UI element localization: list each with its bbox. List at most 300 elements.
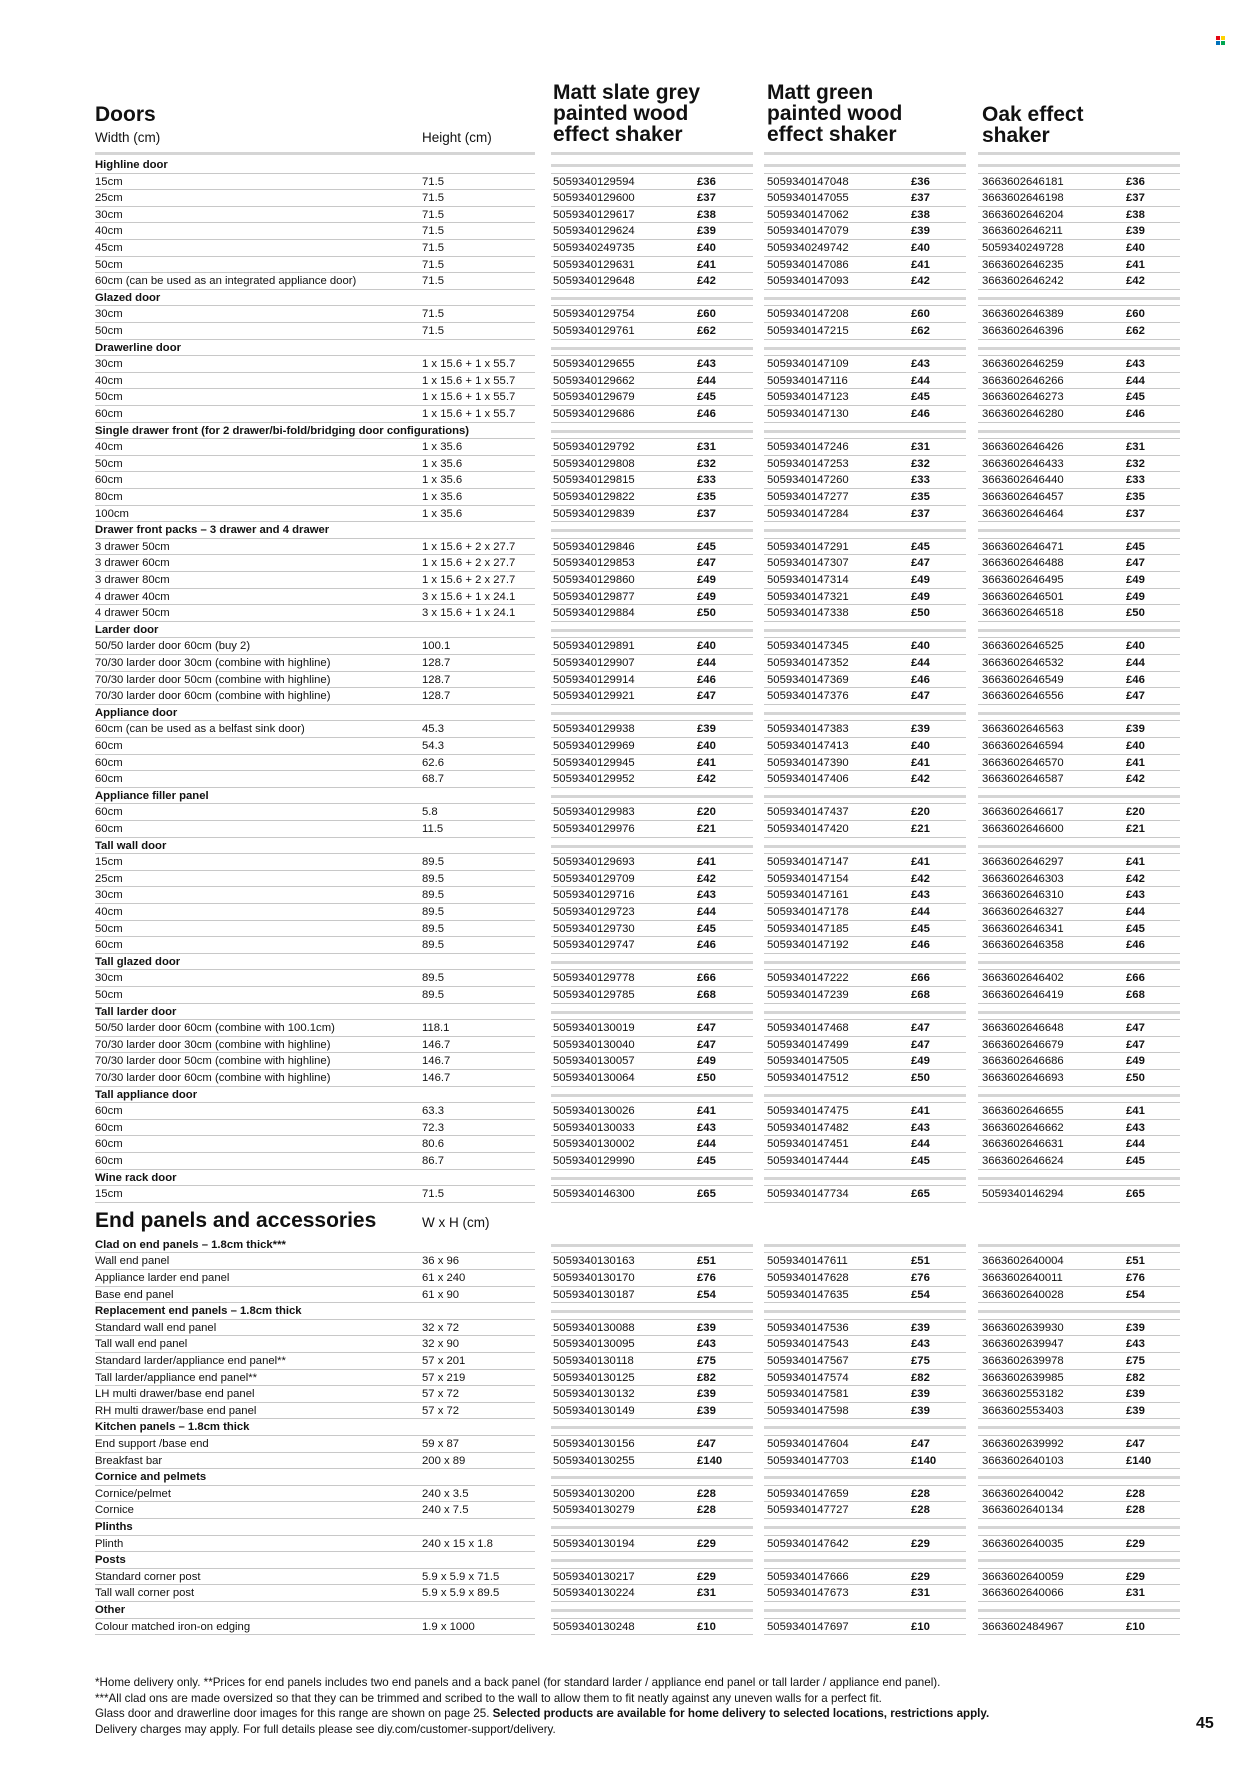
product-price: £39 [1126, 723, 1145, 736]
product-price: £68 [697, 989, 716, 1001]
table-row [0, 854, 1250, 871]
product-price: £75 [1126, 1355, 1145, 1367]
product-price: £45 [1126, 391, 1145, 404]
table-row [0, 174, 1250, 191]
product-name: 15cm [95, 856, 123, 869]
product-price: £49 [1126, 1055, 1145, 1068]
product-price: £31 [911, 441, 930, 454]
product-price: £47 [1126, 1022, 1145, 1035]
product-name: 4 drawer 50cm [95, 607, 170, 620]
product-name: 30cm [95, 889, 123, 902]
table-row [0, 655, 1250, 672]
category-spacer [764, 164, 966, 167]
table-row [0, 804, 1250, 821]
product-name: Tall larder/appliance end panel** [95, 1371, 258, 1384]
product-size: 1 x 15.6 + 2 x 27.7 [422, 557, 516, 570]
product-code: 3663602646419 [982, 989, 1064, 1001]
product-price: £44 [1126, 906, 1145, 918]
category-label: Glazed door [95, 291, 161, 304]
product-code: 5059340129853 [553, 557, 635, 570]
category-row [0, 423, 1250, 440]
product-price: £45 [911, 922, 930, 935]
product-size: 5.8 [422, 806, 438, 819]
product-size: 1 x 35.6 [422, 507, 463, 520]
product-code: 5059340129938 [553, 723, 635, 736]
product-code: 3663602646495 [982, 574, 1064, 586]
product-code: 5059340129679 [553, 391, 635, 404]
product-price: £39 [1126, 1388, 1145, 1401]
product-name: 70/30 larder door 60cm (combine with highline) [95, 1072, 331, 1084]
category-row [0, 1004, 1250, 1021]
product-name: 50cm [95, 325, 123, 337]
product-price: £33 [697, 474, 716, 487]
product-name: 70/30 larder door 30cm (combine with highline) [95, 1038, 331, 1051]
product-price: £47 [1126, 690, 1145, 703]
table-row [0, 1153, 1250, 1170]
table-row [0, 406, 1250, 423]
product-name: 30cm [95, 208, 123, 221]
product-size: 89.5 [422, 989, 444, 1001]
product-price: £35 [1126, 491, 1145, 503]
product-code: 5059340130279 [553, 1504, 635, 1517]
product-code: 5059340130149 [553, 1404, 635, 1417]
category-spacer [764, 529, 966, 532]
category-row [0, 340, 1250, 357]
product-price: £38 [1126, 208, 1145, 221]
category-spacer [764, 795, 966, 798]
product-code: 5059340147284 [767, 507, 849, 520]
product-code: 3663602553403 [982, 1404, 1064, 1417]
product-code: 5059340129594 [553, 175, 635, 188]
product-price: £45 [697, 1155, 716, 1167]
product-code: 5059340147345 [767, 640, 849, 653]
product-code: 5059340129624 [553, 225, 635, 238]
category-spacer [551, 347, 753, 350]
product-price: £40 [1126, 640, 1145, 653]
product-code: 5059340129846 [553, 540, 635, 553]
footnote-4: Delivery charges may apply. For full details please see diy.com/customer-support/delivery. [95, 1722, 556, 1736]
product-price: £35 [911, 491, 930, 503]
category-spacer [978, 961, 1180, 964]
product-code: 5059340147062 [767, 208, 849, 221]
product-code: 5059340130095 [553, 1338, 635, 1351]
product-price: £39 [1126, 1404, 1145, 1417]
product-code: 5059340146300 [553, 1188, 635, 1201]
table-row [0, 207, 1250, 224]
table-row [0, 887, 1250, 904]
product-price: £40 [911, 242, 930, 254]
product-price: £28 [697, 1487, 716, 1500]
product-code: 3663602646310 [982, 889, 1064, 902]
product-code: 5059340147505 [767, 1055, 849, 1068]
product-price: £40 [697, 640, 716, 653]
product-code: 3663602646662 [982, 1121, 1064, 1134]
product-code: 3663602646693 [982, 1072, 1064, 1084]
product-price: £46 [1126, 939, 1145, 952]
product-name: 40cm [95, 225, 123, 238]
product-name: 70/30 larder door 60cm (combine with highline) [95, 690, 331, 703]
category-spacer [764, 1526, 966, 1529]
product-code: 5059340147277 [767, 491, 849, 503]
product-code: 5059340147109 [767, 358, 849, 371]
product-code: 3663602640042 [982, 1487, 1064, 1500]
product-code: 5059340129914 [553, 673, 635, 686]
category-spacer [551, 795, 753, 798]
product-code: 5059340147475 [767, 1105, 849, 1118]
product-price: £43 [697, 889, 716, 902]
table-row [0, 1070, 1250, 1087]
product-name: 60cm [95, 1138, 123, 1151]
product-price: £51 [1126, 1255, 1145, 1268]
product-code: 3663602646518 [982, 607, 1064, 620]
product-price: £66 [697, 972, 716, 985]
product-price: £54 [1126, 1288, 1145, 1301]
product-code: 3663602639992 [982, 1438, 1064, 1450]
footnote-1: *Home delivery only. **Prices for end panels includes two end panels and a back panel (for standard larder / appliance end panel or tall larder / appliance end panel). [95, 1676, 941, 1689]
product-code: 5059340147253 [767, 457, 849, 470]
product-code: 5059340130194 [553, 1537, 635, 1550]
product-price: £45 [1126, 540, 1145, 553]
product-price: £10 [911, 1620, 930, 1633]
product-code: 5059340130132 [553, 1388, 635, 1401]
category-spacer [978, 529, 1180, 532]
product-price: £39 [697, 225, 716, 238]
product-code: 5059340147079 [767, 225, 849, 238]
product-price: £39 [911, 723, 930, 736]
product-code: 3663602640011 [982, 1272, 1063, 1284]
product-code: 3663602646501 [982, 590, 1064, 603]
product-code: 5059340130163 [553, 1255, 635, 1268]
table-row [0, 1453, 1250, 1470]
product-code: 3663602640134 [982, 1504, 1064, 1517]
product-price: £50 [1126, 607, 1145, 620]
product-size: 59 x 87 [422, 1438, 460, 1450]
product-code: 3663602639930 [982, 1321, 1064, 1334]
product-code: 3663602646204 [982, 208, 1064, 221]
product-code: 5059340130118 [553, 1355, 634, 1367]
category-spacer [764, 1476, 966, 1479]
product-price: £20 [1126, 806, 1145, 819]
product-name: Colour matched iron-on edging [95, 1620, 251, 1633]
product-price: £36 [1126, 175, 1145, 188]
product-price: £39 [697, 1388, 716, 1401]
product-code: 3663602553182 [982, 1388, 1064, 1401]
product-price: £37 [1126, 507, 1145, 520]
product-price: £43 [1126, 1121, 1145, 1134]
product-price: £140 [697, 1454, 723, 1467]
product-size: 1 x 15.6 + 1 x 55.7 [422, 408, 516, 420]
product-code: 5059340147598 [767, 1404, 849, 1417]
product-code: 5059340147147 [767, 856, 849, 869]
table-row [0, 755, 1250, 772]
product-code: 5059340147703 [767, 1454, 849, 1467]
product-price: £47 [911, 1022, 930, 1035]
product-price: £29 [697, 1537, 716, 1550]
product-price: £41 [911, 258, 930, 271]
category-label: Tall wall door [95, 839, 167, 852]
category-spacer [764, 845, 966, 848]
product-code: 3663602646297 [982, 856, 1064, 869]
product-price: £76 [1126, 1272, 1145, 1284]
table-row [0, 721, 1250, 738]
product-code: 5059340129891 [553, 640, 635, 653]
product-name: 50cm [95, 258, 123, 271]
table-row [0, 605, 1250, 622]
product-code: 5059340129761 [553, 325, 635, 337]
category-label: Appliance door [95, 706, 178, 719]
product-code: 5059340129686 [553, 408, 635, 420]
product-code: 5059340129617 [553, 208, 635, 221]
category-spacer [764, 1011, 966, 1014]
category-spacer [978, 1310, 1180, 1313]
category-spacer [551, 629, 753, 632]
product-price: £44 [911, 1138, 930, 1151]
table-row [0, 1253, 1250, 1270]
product-size: 62.6 [422, 756, 444, 769]
product-size: 89.5 [422, 889, 444, 902]
product-code: 5059340129952 [553, 773, 635, 786]
product-code: 5059340129792 [553, 441, 635, 454]
category-spacer [978, 1609, 1180, 1612]
product-name: Tall wall end panel [95, 1338, 188, 1351]
category-spacer [551, 1094, 753, 1097]
table-row [0, 1619, 1250, 1636]
table-row [0, 439, 1250, 456]
product-code: 5059340147154 [767, 872, 849, 885]
product-size: 61 x 90 [422, 1288, 460, 1301]
product-price: £45 [697, 922, 716, 935]
product-size: 45.3 [422, 723, 444, 736]
category-spacer [551, 297, 753, 300]
product-size: 118.1 [422, 1022, 450, 1035]
product-price: £43 [697, 1338, 716, 1351]
product-code: 5059340147543 [767, 1338, 849, 1351]
category-spacer [764, 961, 966, 964]
product-name: 40cm [95, 441, 123, 454]
product-code: 5059340130019 [553, 1022, 635, 1035]
product-code: 5059340147406 [767, 773, 849, 786]
product-code: 3663602646266 [982, 374, 1064, 387]
product-price: £44 [1126, 657, 1145, 669]
table-row [0, 1585, 1250, 1602]
product-price: £65 [1126, 1188, 1145, 1201]
product-price: £47 [1126, 557, 1145, 570]
product-code: 5059340147673 [767, 1587, 849, 1600]
product-price: £41 [697, 258, 716, 271]
category-row [0, 1303, 1250, 1320]
product-code: 5059340147208 [767, 308, 849, 321]
table-row [0, 1103, 1250, 1120]
product-price: £39 [1126, 225, 1145, 238]
table-row [0, 1502, 1250, 1519]
product-code: 5059340147628 [767, 1272, 849, 1284]
product-code: 5059340147642 [767, 1537, 849, 1550]
product-price: £43 [1126, 1338, 1145, 1351]
panels-title: End panels and accessories [95, 1208, 377, 1232]
product-code: 5059340147536 [767, 1321, 849, 1334]
product-size: 89.5 [422, 972, 444, 985]
product-code: 5059340147444 [767, 1155, 849, 1167]
product-price: £51 [697, 1255, 716, 1268]
product-price: £47 [697, 1438, 716, 1450]
product-price: £39 [911, 1404, 930, 1417]
product-price: £66 [1126, 972, 1145, 985]
product-size: 5.9 x 5.9 x 71.5 [422, 1570, 500, 1583]
table-row [0, 921, 1250, 938]
product-code: 5059340130057 [553, 1055, 635, 1068]
product-name: Standard corner post [95, 1570, 201, 1583]
product-code: 5059340147468 [767, 1022, 849, 1035]
table-row [0, 572, 1250, 589]
product-price: £44 [697, 906, 716, 918]
product-code: 5059340147451 [767, 1138, 849, 1151]
product-price: £46 [911, 408, 930, 420]
product-price: £45 [697, 540, 716, 553]
product-code: 5059340129655 [553, 358, 635, 371]
product-price: £44 [1126, 1138, 1145, 1151]
product-code: 5059340130002 [553, 1138, 635, 1151]
product-name: 60cm [95, 1155, 123, 1167]
product-size: 71.5 [422, 175, 444, 188]
product-code: 5059340130088 [553, 1321, 635, 1334]
product-name: 25cm [95, 192, 123, 205]
table-row [0, 1270, 1250, 1287]
category-row [0, 1087, 1250, 1104]
product-price: £47 [911, 1038, 930, 1051]
product-price: £49 [1126, 574, 1145, 586]
product-code: 5059340130255 [553, 1454, 635, 1467]
category-label: Tall glazed door [95, 955, 181, 968]
product-price: £44 [697, 657, 716, 669]
product-code: 3663602646679 [982, 1038, 1064, 1051]
table-row [0, 1386, 1250, 1403]
table-row [0, 539, 1250, 556]
product-price: £33 [911, 474, 930, 487]
category-label: Plinths [95, 1521, 133, 1533]
product-price: £42 [911, 773, 930, 786]
product-size: 146.7 [422, 1038, 451, 1051]
table-row [0, 273, 1250, 290]
category-spacer [551, 712, 753, 715]
category-spacer [978, 1244, 1180, 1247]
product-name: Standard wall end panel [95, 1321, 217, 1334]
product-name: LH multi drawer/base end panel [95, 1388, 255, 1401]
table-row [0, 987, 1250, 1004]
table-row [0, 306, 1250, 323]
category-spacer [978, 629, 1180, 632]
product-code: 3663602639985 [982, 1371, 1064, 1384]
product-size: 80.6 [422, 1138, 444, 1151]
product-price: £60 [911, 308, 930, 321]
product-price: £37 [1126, 192, 1145, 205]
product-price: £46 [697, 408, 716, 420]
product-code: 5059340147352 [767, 657, 849, 669]
table-row [0, 1136, 1250, 1153]
height-label: Height (cm) [422, 130, 492, 145]
product-price: £140 [1126, 1454, 1152, 1467]
product-code: 5059340129921 [553, 690, 635, 703]
product-name: 60cm [95, 756, 123, 769]
product-price: £42 [697, 872, 716, 885]
product-size: 71.5 [422, 225, 444, 238]
category-spacer [764, 1094, 966, 1097]
product-name: 4 drawer 40cm [95, 590, 170, 603]
product-code: 5059340147130 [767, 408, 849, 420]
product-name: 3 drawer 80cm [95, 574, 170, 586]
product-code: 5059340147574 [767, 1371, 849, 1384]
product-name: 80cm [95, 491, 123, 503]
product-code: 3663602646570 [982, 756, 1064, 769]
product-code: 5059340130187 [553, 1288, 635, 1301]
product-size: 1 x 15.6 + 1 x 55.7 [422, 391, 516, 404]
category-label: Single drawer front (for 2 drawer/bi-fold/bridging door configurations) [95, 424, 470, 437]
product-price: £47 [911, 1438, 930, 1450]
category-label: Cornice and pelmets [95, 1471, 207, 1484]
product-code: 5059340249742 [767, 242, 849, 254]
product-price: £49 [911, 1055, 930, 1068]
product-price: £54 [911, 1288, 930, 1301]
product-code: 5059340147307 [767, 557, 849, 570]
product-code: 5059340147161 [767, 889, 849, 902]
product-price: £41 [911, 756, 930, 769]
product-code: 3663602646259 [982, 358, 1064, 371]
table-row [0, 1020, 1250, 1037]
product-size: 71.5 [422, 275, 444, 288]
product-size: 1 x 35.6 [422, 457, 463, 470]
table-row [0, 1186, 1250, 1203]
product-code: 5059340147055 [767, 192, 849, 205]
product-price: £43 [1126, 889, 1145, 902]
product-code: 5059340129822 [553, 491, 635, 503]
product-code: 5059340147437 [767, 806, 849, 819]
product-code: 3663602646211 [982, 225, 1063, 238]
product-code: 5059340147697 [767, 1620, 849, 1633]
category-label: Replacement end panels – 1.8cm thick [95, 1305, 302, 1318]
product-code: 5059340147321 [767, 590, 849, 603]
product-price: £44 [911, 657, 930, 669]
product-price: £31 [911, 1587, 930, 1600]
product-name: 70/30 larder door 30cm (combine with highline) [95, 657, 331, 669]
product-code: 5059340147185 [767, 922, 849, 935]
product-price: £47 [697, 557, 716, 570]
product-code: 3663602646457 [982, 491, 1064, 503]
product-price: £28 [1126, 1504, 1145, 1517]
category-spacer [978, 845, 1180, 848]
product-price: £33 [1126, 474, 1145, 487]
product-price: £39 [697, 1321, 716, 1334]
product-code: 5059340147390 [767, 756, 849, 769]
category-spacer [764, 1310, 966, 1313]
product-price: £76 [697, 1272, 716, 1284]
product-code: 5059340130248 [553, 1620, 635, 1633]
product-size: 89.5 [422, 939, 444, 952]
product-price: £36 [911, 175, 930, 188]
product-code: 3663602646549 [982, 673, 1064, 686]
category-spacer [978, 297, 1180, 300]
product-name: 70/30 larder door 50cm (combine with highline) [95, 673, 331, 686]
product-code: 5059340147215 [767, 325, 849, 337]
category-spacer [978, 430, 1180, 433]
product-size: 146.7 [422, 1055, 451, 1068]
product-price: £43 [1126, 358, 1145, 371]
product-size: 89.5 [422, 922, 444, 935]
page-number: 45 [1196, 1715, 1214, 1732]
product-code: 3663602640103 [982, 1454, 1064, 1467]
product-code: 5059340147178 [767, 906, 849, 918]
product-name: Cornice [95, 1504, 134, 1517]
category-spacer [551, 1476, 753, 1479]
product-price: £39 [911, 225, 930, 238]
